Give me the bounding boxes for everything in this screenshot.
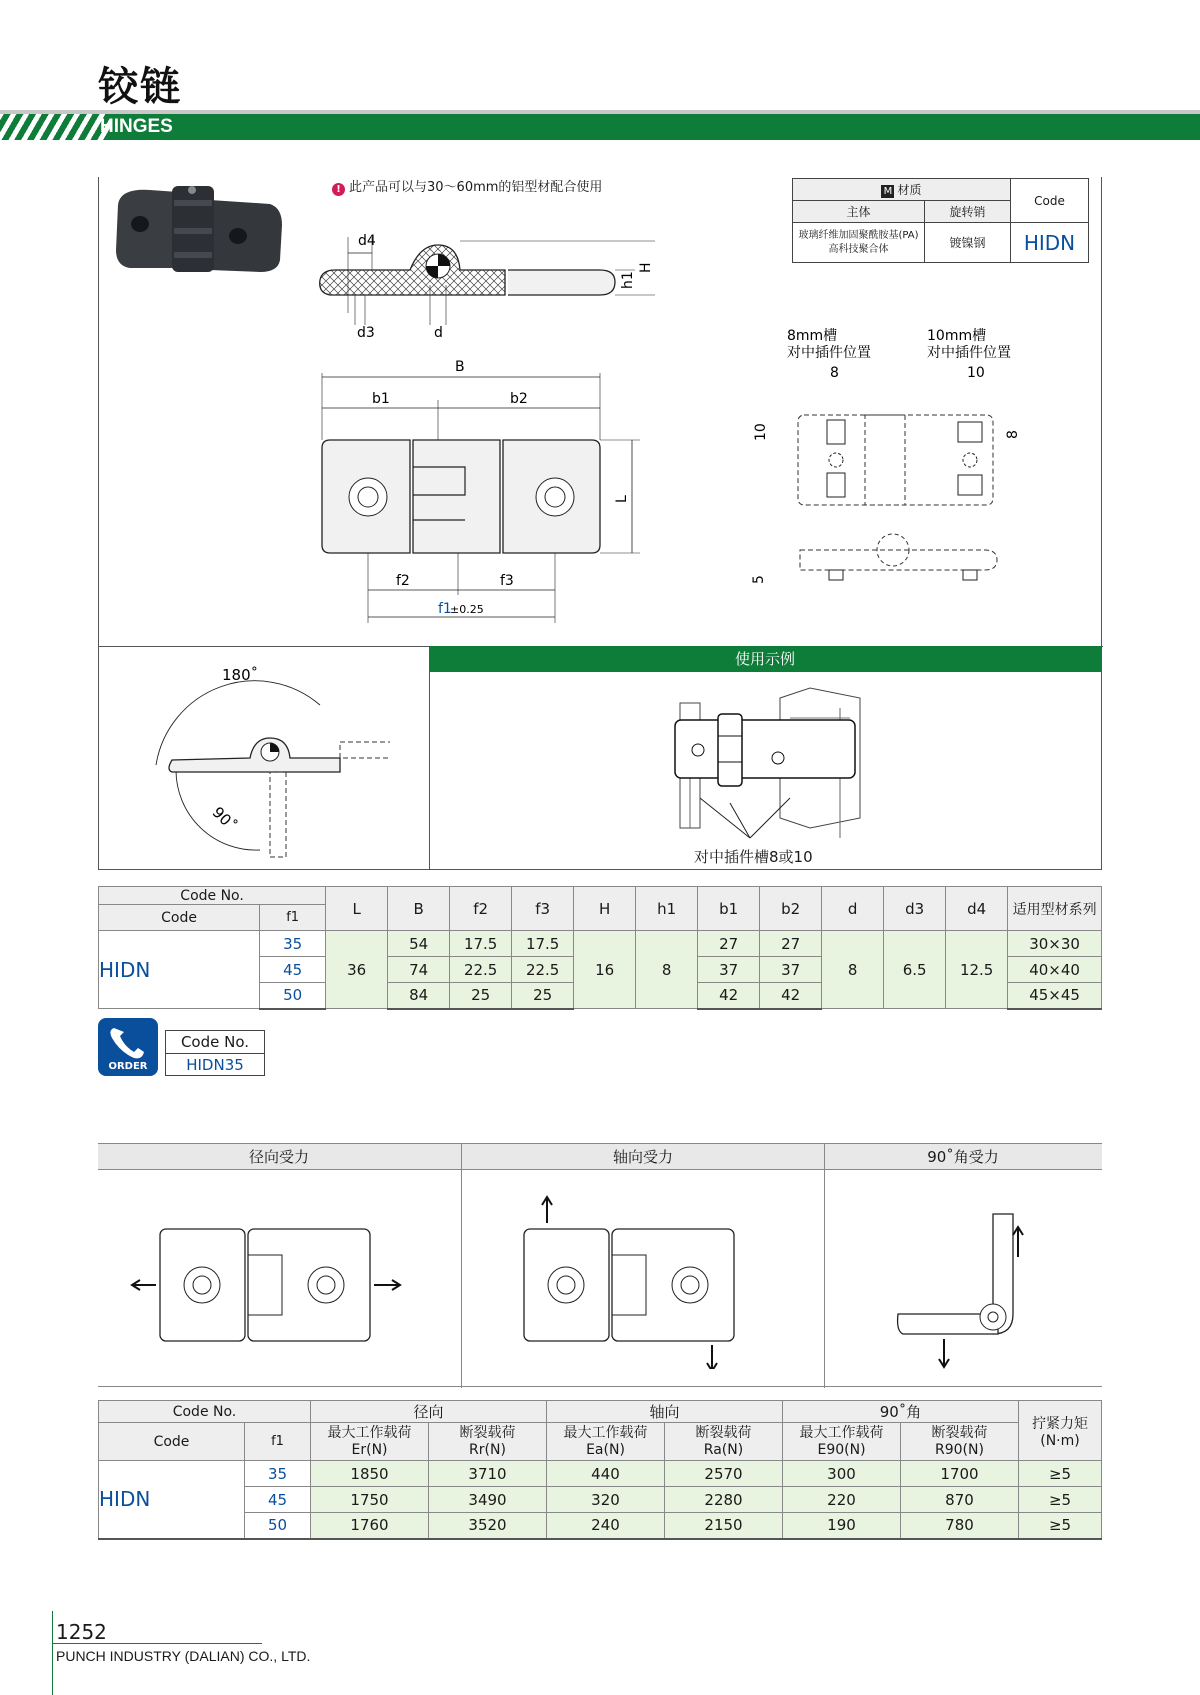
rotation-angle-drawing — [150, 660, 390, 860]
load-torque: ≥5 — [1019, 1513, 1102, 1539]
slot8-caption: 对中插件位置 — [787, 345, 871, 361]
material-table — [792, 178, 1089, 263]
spec-d: 8 — [822, 931, 884, 1009]
slot-position-drawing — [745, 325, 1045, 595]
spec-col-f2: f2 — [450, 887, 512, 931]
material-icon: M — [881, 185, 894, 198]
spec-B: 84 — [388, 983, 450, 1009]
force-axial-header: 轴向受力 — [612, 1148, 673, 1166]
load-sub-header: 最大工作载荷 Ea(N) — [547, 1423, 665, 1461]
force-radial-header: 径向受力 — [248, 1148, 309, 1166]
load-value: 2150 — [665, 1513, 783, 1539]
load-sub-header: 最大工作载荷 Er(N) — [311, 1423, 429, 1461]
spec-col-h1: h1 — [636, 887, 698, 931]
spec-series: 40×40 — [1008, 957, 1102, 983]
order-icon — [98, 1018, 158, 1076]
load-value: 3520 — [429, 1513, 547, 1539]
spec-col-H: H — [574, 887, 636, 931]
material-body-header: 主体 — [793, 201, 925, 223]
spec-col-d4: d4 — [946, 887, 1008, 931]
material-label: 材质 — [897, 183, 922, 197]
table-row — [99, 1487, 1102, 1513]
angle-force-diagram — [878, 1189, 1078, 1369]
load-code-no-header: Code No. — [99, 1401, 311, 1423]
load-value: 300 — [783, 1461, 901, 1487]
spec-col-f3: f3 — [512, 887, 574, 931]
page-number: 1252 — [56, 1620, 107, 1644]
order-code-box — [165, 1030, 265, 1076]
load-f1: 50 — [245, 1513, 311, 1539]
spec-f1: 50 — [260, 983, 326, 1009]
footer-rule — [52, 1611, 53, 1695]
spec-col-b1: b1 — [698, 887, 760, 931]
load-axial-header: 轴向 — [547, 1401, 783, 1423]
dim-H: H — [638, 262, 654, 273]
spec-series: 45×45 — [1008, 983, 1102, 1009]
spec-L: 36 — [326, 931, 388, 1009]
table-row — [99, 1461, 1102, 1487]
dim-B: B — [455, 359, 465, 375]
product-photo — [110, 180, 285, 280]
material-code-header: Code — [1011, 179, 1089, 223]
spec-b2: 27 — [760, 931, 822, 957]
dim-L: L — [614, 495, 630, 503]
spec-col-b2: b2 — [760, 887, 822, 931]
slot8-height: 10 — [753, 423, 769, 441]
load-torque: ≥5 — [1019, 1487, 1102, 1513]
load-sub-header: 最大工作载荷 E90(N) — [783, 1423, 901, 1461]
spec-col-L: L — [326, 887, 388, 931]
spec-code-header: Code — [99, 905, 260, 931]
dim-h1: h1 — [620, 271, 636, 289]
angle-open-label: 180˚ — [222, 666, 259, 684]
slot10-label: 10mm槽 — [927, 328, 987, 344]
spec-h1: 8 — [636, 931, 698, 1009]
force-panels — [98, 1143, 1102, 1387]
spec-f1-header: f1 — [260, 905, 326, 931]
force-90-header: 90˚角受力 — [927, 1148, 999, 1166]
spec-f2: 25 — [450, 983, 512, 1009]
usage-example-header: 使用示例 — [429, 646, 1101, 672]
angle-close-label: 90˚ — [208, 803, 241, 835]
load-sub-header: 断裂载荷 Rr(N) — [429, 1423, 547, 1461]
load-value: 1850 — [311, 1461, 429, 1487]
slot8-label: 8mm槽 — [787, 328, 838, 344]
spec-b2: 37 — [760, 957, 822, 983]
dim-f3: f3 — [500, 573, 514, 589]
spec-code-value: HIDN — [99, 931, 260, 1009]
spec-f2: 17.5 — [450, 931, 512, 957]
spec-f1: 45 — [260, 957, 326, 983]
insert-depth: 5 — [751, 575, 767, 584]
spec-col-series: 适用型材系列 — [1008, 887, 1102, 931]
load-value: 1750 — [311, 1487, 429, 1513]
spec-f1: 35 — [260, 931, 326, 957]
spec-b2: 42 — [760, 983, 822, 1009]
spec-d3: 6.5 — [884, 931, 946, 1009]
material-body-value: 玻璃纤维加固聚酰胺基(PA)高科技聚合体 — [793, 223, 925, 263]
load-code-header: Code — [99, 1423, 245, 1461]
load-value: 3710 — [429, 1461, 547, 1487]
page-title-en: HINGES — [100, 116, 173, 137]
load-table — [98, 1400, 1102, 1540]
dim-f2: f2 — [396, 573, 410, 589]
dim-tolerance: ±0.25 — [450, 603, 484, 616]
note-text: 此产品可以与30～60mm的铝型材配合使用 — [349, 180, 603, 195]
material-pin-value: 镀镍钢 — [925, 223, 1011, 263]
axial-force-diagram — [490, 1189, 780, 1369]
load-value: 320 — [547, 1487, 665, 1513]
spec-d4: 12.5 — [946, 931, 1008, 1009]
slot10-width: 10 — [967, 365, 985, 381]
usage-example-illustration — [660, 678, 880, 863]
spec-B: 74 — [388, 957, 450, 983]
usage-caption: 对中插件槽8或10 — [694, 848, 813, 866]
table-row — [99, 1513, 1102, 1539]
load-value: 1700 — [901, 1461, 1019, 1487]
spec-series: 30×30 — [1008, 931, 1102, 957]
load-value: 3490 — [429, 1487, 547, 1513]
load-value: 870 — [901, 1487, 1019, 1513]
slot10-height: 8 — [1005, 430, 1021, 439]
section-band — [0, 110, 1200, 140]
load-sub-header: 断裂载荷 Ra(N) — [665, 1423, 783, 1461]
alert-icon: ! — [332, 183, 345, 196]
side-section-drawing — [310, 225, 680, 340]
load-value: 220 — [783, 1487, 901, 1513]
spec-col-B: B — [388, 887, 450, 931]
dim-d4: d4 — [358, 233, 376, 249]
load-radial-header: 径向 — [311, 1401, 547, 1423]
load-value: 440 — [547, 1461, 665, 1487]
page-title-cn: 铰链 — [98, 64, 182, 110]
slot10-caption: 对中插件位置 — [927, 345, 1011, 361]
material-code-value: HIDN — [1011, 223, 1089, 263]
dim-b2: b2 — [510, 391, 528, 407]
load-value: 2570 — [665, 1461, 783, 1487]
radial-force-diagram — [126, 1189, 416, 1369]
load-code-value: HIDN — [99, 1461, 245, 1539]
company-name: PUNCH INDUSTRY (DALIAN) CO., LTD. — [56, 1648, 311, 1664]
load-sub-header: 断裂载荷 R90(N) — [901, 1423, 1019, 1461]
dim-f1: f1 — [438, 601, 452, 617]
spec-b1: 27 — [698, 931, 760, 957]
load-torque-header: 拧紧力矩 (N·m) — [1019, 1401, 1102, 1461]
spec-f3: 25 — [512, 983, 574, 1009]
load-value: 2280 — [665, 1487, 783, 1513]
compat-note — [332, 176, 602, 196]
load-f1: 45 — [245, 1487, 311, 1513]
spec-f2: 22.5 — [450, 957, 512, 983]
load-value: 190 — [783, 1513, 901, 1539]
spec-col-d: d — [822, 887, 884, 931]
order-value: HIDN35 — [166, 1053, 264, 1075]
spec-H: 16 — [574, 931, 636, 1009]
load-torque: ≥5 — [1019, 1461, 1102, 1487]
load-90-header: 90˚角 — [783, 1401, 1019, 1423]
spec-code-no-header: Code No. — [99, 887, 326, 905]
load-value: 240 — [547, 1513, 665, 1539]
spec-table — [98, 886, 1102, 1010]
table-row — [99, 931, 1102, 957]
dim-d3: d3 — [357, 325, 375, 340]
slot8-width: 8 — [830, 365, 839, 381]
order-icon-label: ORDER — [108, 1061, 148, 1072]
load-f1-header: f1 — [245, 1423, 311, 1461]
top-view-drawing — [310, 355, 650, 625]
load-f1: 35 — [245, 1461, 311, 1487]
spec-f3: 22.5 — [512, 957, 574, 983]
dim-b1: b1 — [372, 391, 390, 407]
order-label: Code No. — [180, 1033, 250, 1051]
load-value: 1760 — [311, 1513, 429, 1539]
spec-f3: 17.5 — [512, 931, 574, 957]
spec-col-d3: d3 — [884, 887, 946, 931]
load-value: 780 — [901, 1513, 1019, 1539]
spec-b1: 37 — [698, 957, 760, 983]
spec-B: 54 — [388, 931, 450, 957]
material-pin-header: 旋转销 — [925, 201, 1011, 223]
dim-d: d — [434, 325, 443, 340]
spec-b1: 42 — [698, 983, 760, 1009]
